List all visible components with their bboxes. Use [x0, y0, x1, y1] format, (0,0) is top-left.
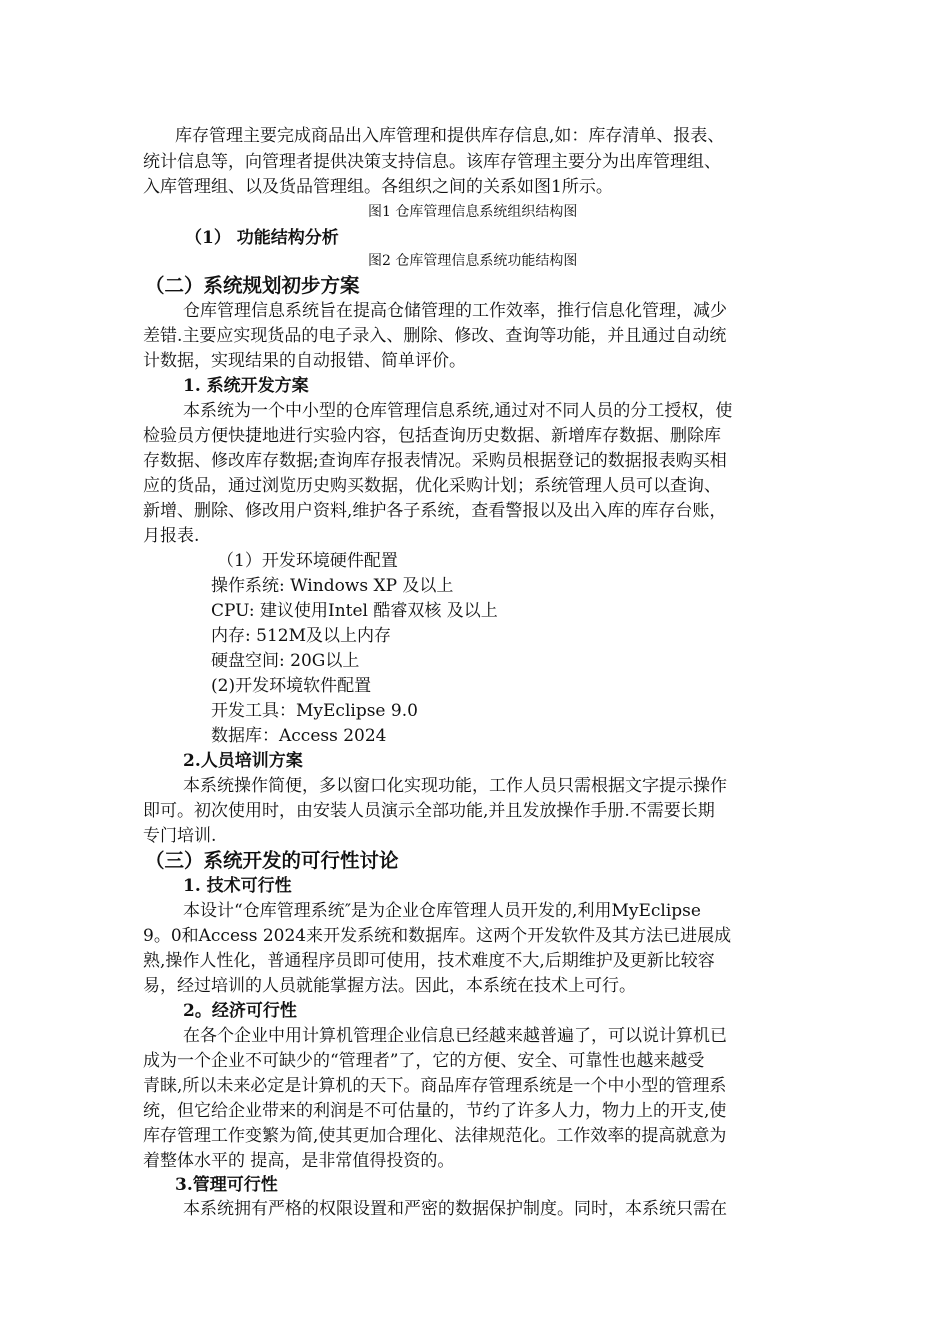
dev-plan-line-5: 新增、删除、修改用户资料,维护各子系统，查看警报以及出入库的库存台账，: [143, 501, 727, 521]
subsection-dev-plan-heading: 1. 系统开发方案: [183, 376, 309, 396]
section-2-line-1: 仓库管理信息系统旨在提高仓储管理的工作效率，推行信息化管理，减少: [183, 301, 727, 321]
hardware-cpu: CPU: 建议使用Intel 酷睿双核 及以上: [211, 601, 498, 621]
software-config-title: (2)开发环境软件配置: [211, 676, 372, 696]
software-database: 数据库：Access 2024: [211, 726, 387, 746]
management-line-1: 本系统拥有严格的权限设置和严密的数据保护制度。同时，本系统只需在: [183, 1199, 727, 1219]
subsection-training-heading: 2.人员培训方案: [183, 751, 303, 771]
hardware-config-title: （1）开发环境硬件配置: [217, 551, 398, 571]
subsection-tech-heading: 1. 技术可行性: [183, 876, 292, 896]
intro-line-3: 入库管理组、以及货品管理组。各组织之间的关系如图1所示。: [143, 177, 613, 197]
tech-line-3: 熟,操作人性化，普通程序员即可使用，技术难度不大,后期维护及更新比较容: [143, 951, 715, 971]
training-line-1: 本系统操作简便，多以窗口化实现功能，工作人员只需根据文字提示操作: [183, 776, 727, 796]
economic-line-5: 库存管理工作变繁为简,使其更加合理化、法律规范化。工作效率的提高就意为: [143, 1126, 727, 1146]
economic-line-4: 统，但它给企业带来的利润是不可估量的，节约了许多人力，物力上的开支,使: [143, 1101, 727, 1121]
section-2-heading: （二）系统规划初步方案: [145, 274, 360, 297]
section-2-line-2: 差错.主要应实现货品的电子录入、删除、修改、查询等功能，并且通过自动统: [143, 326, 727, 346]
dev-plan-line-6: 月报表.: [143, 526, 200, 546]
economic-line-3: 青睐,所以未来必定是计算机的天下。商品库存管理系统是一个中小型的管理系: [143, 1076, 727, 1096]
subsection-management-heading: 3.管理可行性: [175, 1175, 278, 1195]
section-3-heading: （三）系统开发的可行性讨论: [145, 849, 399, 872]
function-structure-heading: （1） 功能结构分析: [185, 228, 339, 248]
software-dev-tool: 开发工具：MyEclipse 9.0: [211, 701, 418, 721]
tech-line-1: 本设计“仓库管理系统″是为企业仓库管理人员开发的,利用MyEclipse: [183, 901, 701, 921]
tech-line-2: 9。0和Access 2024来开发系统和数据库。这两个开发软件及其方法已进展成: [143, 926, 732, 946]
economic-line-6: 着整体水平的 提高，是非常值得投资的。: [143, 1151, 455, 1171]
hardware-disk: 硬盘空间: 20G以上: [211, 651, 360, 671]
training-line-2: 即可。初次使用时，由安装人员演示全部功能,并且发放操作手册.不需要长期: [143, 801, 715, 821]
dev-plan-line-1: 本系统为一个中小型的仓库管理信息系统,通过对不同人员的分工授权，使: [183, 401, 733, 421]
dev-plan-line-2: 检验员方便快捷地进行实验内容，包括查询历史数据、新增库存数据、删除库: [143, 426, 721, 446]
dev-plan-line-4: 应的货品，通过浏览历史购买数据，优化采购计划；系统管理人员可以查询、: [143, 476, 721, 496]
intro-line-1: 库存管理主要完成商品出入库管理和提供库存信息,如：库存清单、报表、: [175, 126, 725, 146]
figure-2-caption: 图2 仓库管理信息系统功能结构图: [368, 253, 578, 269]
economic-line-2: 成为一个企业不可缺少的“管理者”了，它的方便、安全、可靠性也越来越受: [143, 1051, 705, 1071]
training-line-3: 专门培训.: [143, 826, 217, 846]
tech-line-4: 易，经过培训的人员就能掌握方法。因此，本系统在技术上可行。: [143, 976, 636, 996]
subsection-economic-heading: 2。经济可行性: [183, 1001, 297, 1021]
hardware-memory: 内存: 512M及以上内存: [211, 626, 391, 646]
dev-plan-line-3: 存数据、修改库存数据;查询库存报表情况。采购员根据登记的数据报表购买相: [143, 451, 727, 471]
hardware-os: 操作系统: Windows XP 及以上: [211, 576, 454, 596]
economic-line-1: 在各个企业中用计算机管理企业信息已经越来越普遍了，可以说计算机已: [183, 1026, 727, 1046]
figure-1-caption: 图1 仓库管理信息系统组织结构图: [368, 204, 578, 220]
section-2-line-3: 计数据，实现结果的自动报错、简单评价。: [143, 351, 466, 371]
intro-line-2: 统计信息等，向管理者提供决策支持信息。该库存管理主要分为出库管理组、: [143, 152, 721, 172]
